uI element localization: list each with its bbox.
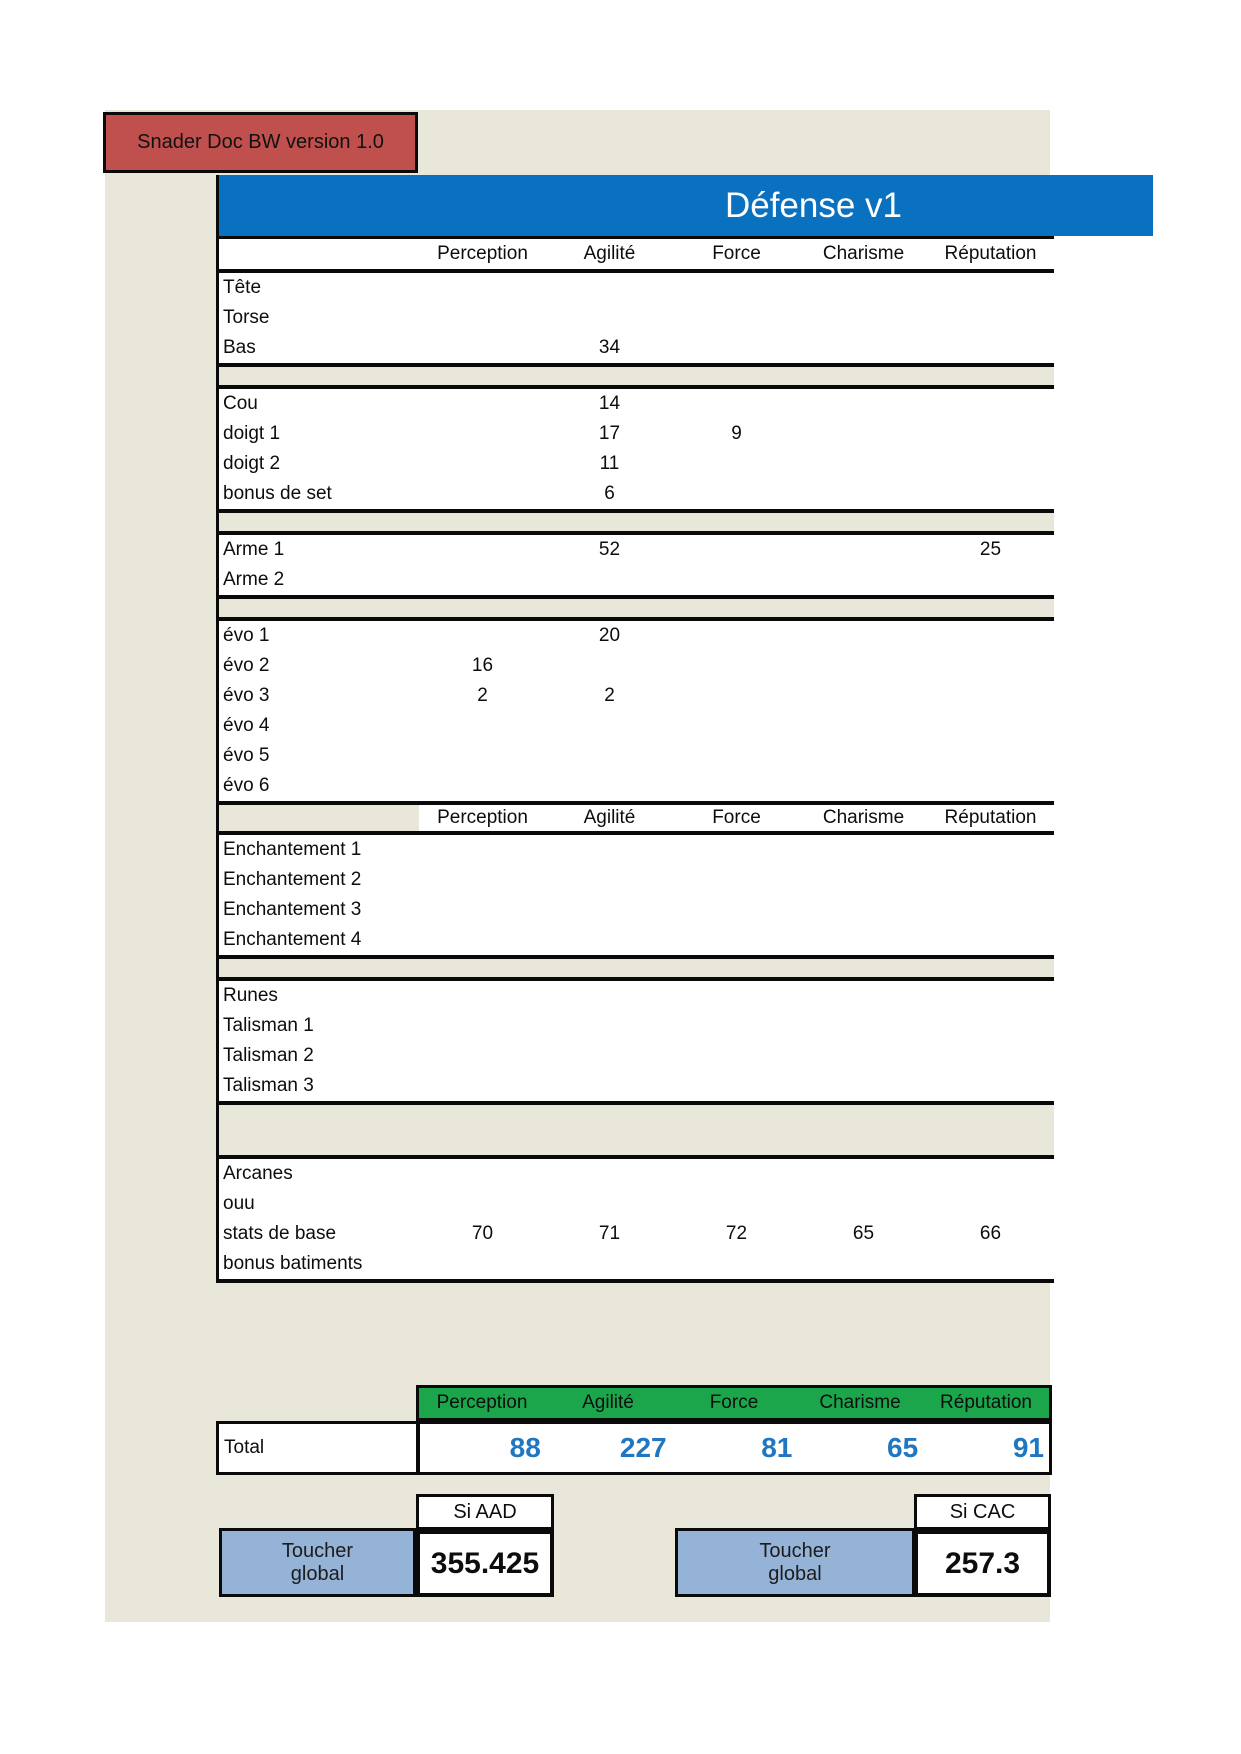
stat-cell[interactable]: 66 (979, 1223, 1002, 1244)
stat-cell[interactable] (419, 711, 546, 741)
stat-cell[interactable] (927, 1159, 1054, 1189)
table-row (219, 981, 1054, 1011)
stat-cell[interactable] (546, 565, 673, 595)
stat-cell[interactable] (419, 1041, 546, 1071)
stat-cell[interactable] (800, 333, 927, 363)
row-label[interactable]: bonus batiments (223, 1253, 363, 1274)
table-row (219, 273, 1054, 303)
stat-cell[interactable]: 11 (599, 453, 620, 474)
stat-cell[interactable] (546, 651, 673, 681)
stat-cell[interactable] (800, 835, 927, 865)
stat-cell[interactable] (419, 865, 546, 895)
section-spacer (219, 1101, 1054, 1159)
stat-cell[interactable] (419, 895, 546, 925)
column-header-row (219, 239, 1054, 273)
total-value-perception[interactable]: 88 (509, 1432, 541, 1463)
stat-cell[interactable] (927, 711, 1054, 741)
row-label[interactable]: Arme 1 (223, 539, 285, 560)
stat-cell[interactable] (800, 1249, 927, 1279)
stat-cell[interactable] (800, 711, 927, 741)
stat-cell[interactable] (673, 535, 800, 565)
row-label[interactable]: Tête (223, 277, 262, 298)
column-header-row (219, 801, 1054, 835)
stat-cell[interactable] (673, 711, 800, 741)
stat-cell[interactable] (419, 981, 546, 1011)
stat-cell[interactable] (419, 303, 546, 333)
stat-cell[interactable] (927, 865, 1054, 895)
row-label[interactable]: Enchantement 4 (223, 929, 362, 950)
stat-cell[interactable] (419, 1071, 546, 1101)
column-header: Agilité (583, 807, 636, 828)
stat-cell[interactable] (927, 303, 1054, 333)
stat-cell[interactable] (673, 1071, 800, 1101)
stat-cell[interactable] (927, 771, 1054, 801)
table-row (219, 1249, 1054, 1279)
stat-cell[interactable]: 65 (852, 1223, 875, 1244)
stat-cell[interactable] (800, 303, 927, 333)
summary-column-header-perception: Perception (436, 1392, 528, 1413)
stat-cell[interactable] (546, 1159, 673, 1189)
row-label[interactable]: Talisman 1 (223, 1015, 314, 1036)
toucher-global-label-cac (675, 1528, 915, 1597)
total-value-charisme[interactable]: 65 (887, 1432, 919, 1463)
stat-cell[interactable] (419, 1189, 546, 1219)
stat-cell[interactable] (546, 835, 673, 865)
stat-cell[interactable] (419, 449, 546, 479)
version-banner-label: Snader Doc BW version 1.0 (137, 131, 384, 153)
stat-cell[interactable] (546, 303, 673, 333)
stat-cell[interactable] (673, 1189, 800, 1219)
table-row (219, 419, 1054, 449)
si-cac-header: Si CAC (914, 1494, 1051, 1530)
row-label[interactable]: Enchantement 1 (223, 839, 362, 860)
row-label[interactable]: Bas (223, 337, 256, 358)
stat-cell[interactable]: 72 (725, 1223, 748, 1244)
row-label[interactable]: évo 1 (223, 625, 270, 646)
stat-cell[interactable] (800, 895, 927, 925)
stat-cell[interactable]: 25 (979, 539, 1002, 560)
stat-cell[interactable] (673, 681, 800, 711)
section-spacer (219, 509, 1054, 535)
row-label[interactable]: stats de base (223, 1223, 337, 1244)
stat-cell[interactable] (927, 1011, 1054, 1041)
total-value-force[interactable]: 81 (761, 1432, 793, 1463)
stat-cell[interactable] (546, 1071, 673, 1101)
stat-cell[interactable] (800, 1071, 927, 1101)
stat-cell[interactable] (419, 741, 546, 771)
stat-cell[interactable]: 2 (477, 685, 488, 706)
stat-cell[interactable]: 9 (731, 423, 742, 444)
stat-cell[interactable] (927, 895, 1054, 925)
stat-cell[interactable] (673, 1041, 800, 1071)
toucher-global-aad-value[interactable]: 355.425 (416, 1530, 554, 1597)
stat-cell[interactable] (673, 621, 800, 651)
stat-cell[interactable] (800, 925, 927, 955)
stat-cell[interactable] (673, 981, 800, 1011)
table-row (219, 925, 1054, 955)
stat-cell[interactable] (546, 273, 673, 303)
stat-cell[interactable] (546, 711, 673, 741)
stat-cell[interactable] (800, 419, 927, 449)
stat-cell[interactable] (927, 1189, 1054, 1219)
si-aad-header: Si AAD (416, 1494, 554, 1530)
column-header: Force (712, 807, 761, 828)
stat-cell[interactable] (927, 419, 1054, 449)
row-label[interactable]: Torse (223, 307, 270, 328)
stat-cell[interactable] (927, 925, 1054, 955)
stat-cell[interactable] (419, 389, 546, 419)
table-row (219, 1071, 1054, 1101)
stat-cell[interactable] (419, 925, 546, 955)
toucher-global-line2: global (768, 1562, 822, 1585)
table-row (219, 835, 1054, 865)
stat-cell[interactable] (673, 1159, 800, 1189)
stat-cell[interactable] (546, 895, 673, 925)
stat-cell[interactable] (927, 651, 1054, 681)
row-label[interactable]: évo 6 (223, 775, 270, 796)
stat-cell[interactable] (419, 1249, 546, 1279)
summary-column-header-reputation: Réputation (940, 1392, 1032, 1413)
stat-cell[interactable] (927, 1249, 1054, 1279)
column-header: Charisme (822, 243, 905, 264)
table-row (219, 1159, 1054, 1189)
table-row (219, 651, 1054, 681)
stat-cell[interactable] (800, 389, 927, 419)
stat-cell[interactable] (800, 981, 927, 1011)
stat-cell[interactable]: 52 (598, 539, 621, 560)
stat-cell[interactable] (800, 651, 927, 681)
toucher-global-line1: Toucher (281, 1539, 354, 1562)
stat-cell[interactable]: 70 (471, 1223, 494, 1244)
stat-cell[interactable] (927, 835, 1054, 865)
section-spacer (219, 595, 1054, 621)
stat-cell[interactable] (800, 1159, 927, 1189)
toucher-global-cac-value[interactable]: 257.3 (914, 1530, 1051, 1597)
row-label[interactable]: doigt 2 (223, 453, 281, 474)
stat-cell[interactable] (673, 389, 800, 419)
table-row (219, 895, 1054, 925)
stat-cell[interactable] (673, 479, 800, 509)
table-row (219, 771, 1054, 801)
stat-cell[interactable] (673, 303, 800, 333)
stat-cell[interactable] (800, 565, 927, 595)
column-header: Réputation (944, 243, 1037, 264)
column-header: Réputation (944, 807, 1037, 828)
column-header: Charisme (822, 807, 905, 828)
stat-cell[interactable] (800, 479, 927, 509)
stat-cell[interactable] (673, 865, 800, 895)
stat-cell[interactable] (927, 449, 1054, 479)
column-header: Agilité (583, 243, 636, 264)
stat-cell[interactable] (800, 771, 927, 801)
table-row (219, 389, 1054, 419)
row-label[interactable]: évo 5 (223, 745, 270, 766)
stat-cell[interactable]: 17 (598, 423, 621, 444)
stat-cell[interactable] (927, 389, 1054, 419)
stat-cell[interactable]: 16 (471, 655, 494, 676)
row-label[interactable]: Talisman 3 (223, 1075, 314, 1096)
row-label[interactable]: Enchantement 2 (223, 869, 362, 890)
row-label[interactable]: ouu (223, 1193, 255, 1214)
stat-cell[interactable] (927, 479, 1054, 509)
stat-cell[interactable] (800, 449, 927, 479)
stat-cell[interactable] (800, 1041, 927, 1071)
table-row (219, 711, 1054, 741)
stat-cell[interactable] (546, 1011, 673, 1041)
header-corner-cell (219, 239, 419, 269)
row-label[interactable]: Arme 2 (223, 569, 285, 590)
stat-cell[interactable] (927, 981, 1054, 1011)
stat-cell[interactable] (673, 771, 800, 801)
stat-cell[interactable] (673, 835, 800, 865)
stat-cell[interactable] (673, 449, 800, 479)
stat-cell[interactable] (927, 1071, 1054, 1101)
stat-cell[interactable]: 20 (598, 625, 621, 646)
stat-cell[interactable] (546, 1189, 673, 1219)
stat-cell[interactable] (419, 333, 546, 363)
row-label[interactable]: Talisman 2 (223, 1045, 314, 1066)
stat-cell[interactable] (673, 565, 800, 595)
stat-cell[interactable] (546, 865, 673, 895)
table-row (219, 1041, 1054, 1071)
table-row (219, 741, 1054, 771)
table-row (219, 865, 1054, 895)
row-label[interactable]: Enchantement 3 (223, 899, 362, 920)
total-value-agilite[interactable]: 227 (619, 1432, 667, 1463)
stat-cell[interactable] (927, 681, 1054, 711)
page-title: Défense v1 (724, 185, 903, 225)
stat-cell[interactable] (673, 741, 800, 771)
stat-cell[interactable] (927, 621, 1054, 651)
stat-cell[interactable] (673, 273, 800, 303)
stat-table (216, 236, 1054, 1283)
stat-cell[interactable] (673, 1011, 800, 1041)
stat-cell[interactable] (673, 1249, 800, 1279)
stat-cell[interactable] (419, 835, 546, 865)
table-row (219, 1011, 1054, 1041)
row-label[interactable]: évo 3 (223, 685, 270, 706)
table-row (219, 303, 1054, 333)
stat-cell[interactable]: 34 (598, 337, 621, 358)
stat-cell[interactable]: 14 (598, 393, 621, 414)
stat-cell[interactable] (927, 333, 1054, 363)
stat-cell[interactable] (419, 419, 546, 449)
stat-cell[interactable]: 2 (604, 685, 615, 706)
stat-cell[interactable] (546, 1249, 673, 1279)
section-spacer (219, 955, 1054, 981)
stat-cell[interactable] (546, 741, 673, 771)
table-row (219, 621, 1054, 651)
stat-cell[interactable] (673, 333, 800, 363)
stat-cell[interactable] (673, 895, 800, 925)
stat-cell[interactable] (419, 479, 546, 509)
total-value-reputation[interactable]: 91 (1012, 1432, 1044, 1463)
row-label[interactable]: évo 4 (223, 715, 270, 736)
row-label[interactable]: Arcanes (223, 1163, 293, 1184)
row-label[interactable]: évo 2 (223, 655, 270, 676)
stat-cell[interactable] (673, 925, 800, 955)
stat-cell[interactable]: 6 (604, 483, 615, 504)
toucher-global-line1: Toucher (759, 1539, 831, 1562)
stat-cell[interactable] (546, 1041, 673, 1071)
stat-cell[interactable] (419, 1159, 546, 1189)
table-row (219, 479, 1054, 509)
table-row (219, 1219, 1054, 1249)
stat-cell[interactable] (800, 1189, 927, 1219)
stat-cell[interactable] (800, 621, 927, 651)
stat-cell[interactable] (546, 981, 673, 1011)
stat-cell[interactable] (673, 651, 800, 681)
stat-cell[interactable] (419, 273, 546, 303)
stat-cell[interactable] (800, 273, 927, 303)
table-row (219, 535, 1054, 565)
stat-cell[interactable] (419, 621, 546, 651)
row-label[interactable]: Runes (223, 985, 278, 1006)
stat-cell[interactable] (800, 741, 927, 771)
stat-cell[interactable] (927, 741, 1054, 771)
version-banner (103, 112, 418, 173)
total-row (416, 1421, 1052, 1475)
row-label[interactable]: bonus de set (223, 483, 332, 504)
section-spacer (219, 363, 1054, 389)
table-row (219, 449, 1054, 479)
stat-cell[interactable] (800, 1011, 927, 1041)
summary-column-header-agilite: Agilité (582, 1392, 634, 1413)
stat-cell[interactable] (419, 535, 546, 565)
title-bar (216, 175, 1153, 236)
stat-cell[interactable] (800, 535, 927, 565)
row-label[interactable]: Cou (223, 393, 258, 414)
summary-column-header-charisme: Charisme (819, 1392, 901, 1413)
stat-cell[interactable] (927, 1041, 1054, 1071)
toucher-global-line2: global (290, 1562, 345, 1585)
summary-header-row (416, 1385, 1052, 1421)
stat-cell[interactable] (419, 1011, 546, 1041)
table-row (219, 1189, 1054, 1219)
row-label[interactable]: doigt 1 (223, 423, 281, 444)
table-row (219, 681, 1054, 711)
column-header: Force (712, 243, 761, 264)
stat-cell[interactable] (800, 681, 927, 711)
stat-cell[interactable] (927, 273, 1054, 303)
stat-cell[interactable] (419, 565, 546, 595)
summary-column-header-force: Force (709, 1392, 759, 1413)
stat-cell[interactable] (927, 565, 1054, 595)
stat-cell[interactable] (419, 771, 546, 801)
column-header: Perception (437, 243, 528, 264)
stat-cell[interactable] (546, 925, 673, 955)
stat-cell[interactable] (546, 771, 673, 801)
column-header: Perception (437, 807, 528, 828)
header-corner-cell (219, 805, 419, 831)
total-label[interactable]: Total (216, 1421, 419, 1475)
toucher-global-label-aad (219, 1528, 416, 1597)
stat-cell[interactable] (800, 865, 927, 895)
stat-cell[interactable]: 71 (598, 1223, 621, 1244)
table-row (219, 333, 1054, 363)
table-row (219, 565, 1054, 595)
